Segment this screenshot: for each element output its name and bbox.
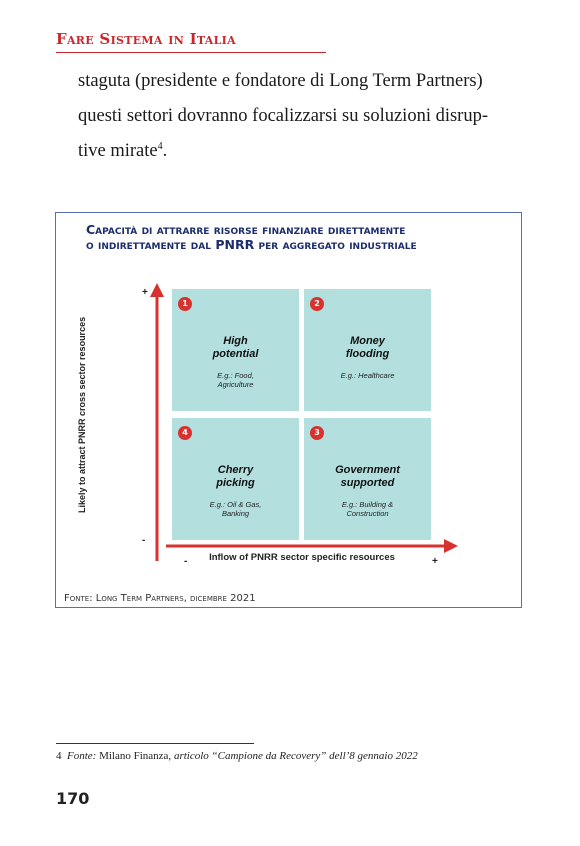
body-paragraph: [78, 64, 526, 169]
quadrant-figure: [55, 212, 522, 608]
quadrant-money-flooding: [304, 289, 431, 411]
quadrant-example-line: Banking: [221, 509, 250, 518]
footnote-reference[interactable]: 4: [157, 140, 163, 152]
y-axis-label: Likely to attract PNRR cross sector resources: [77, 316, 87, 513]
quadrant-title-line: supported: [340, 477, 395, 489]
quadrant-number-badge: 2: [310, 297, 324, 311]
quadrant-example-line: E.g.: Building &: [341, 500, 394, 509]
quadrant-title-line: potential: [212, 348, 259, 360]
axes-svg: [56, 213, 523, 609]
x-axis-arrowhead: [444, 539, 458, 553]
footnote-rule: [56, 743, 254, 744]
figure-title-line: o indirettamente dal PNRR per aggregato industriale: [86, 237, 417, 252]
quadrant-example-line: Agriculture: [217, 380, 254, 389]
quadrant-example: [304, 500, 431, 518]
quadrant-cherry-picking: [172, 418, 299, 540]
quadrant-title-line: Money: [350, 335, 385, 347]
quadrant-title-line: Government: [335, 464, 400, 476]
figure-source: Fonte: Long Term Partners, dicembre 2021: [64, 593, 256, 604]
body-line: questi settori dovranno focalizzarsi su soluzioni disrup-: [78, 106, 488, 126]
quadrant-number-badge: 3: [310, 426, 324, 440]
x-axis-plus: +: [432, 556, 438, 567]
quadrant-title: [172, 335, 299, 361]
running-head: Fare Sistema in Italia: [56, 30, 236, 48]
footnote-text: articolo “Campione da Recovery” dell’8 gennaio 2022: [173, 750, 418, 762]
quadrant-title: [304, 335, 431, 361]
quadrant-title: [304, 464, 431, 490]
footnote-label: Fonte:: [67, 750, 97, 762]
quadrant-example: [304, 371, 431, 380]
x-axis-label: Inflow of PNRR sector specific resources: [209, 552, 395, 563]
quadrant-title-line: Cherry: [217, 464, 254, 476]
quadrant-number-badge: 1: [178, 297, 192, 311]
quadrant-title-line: High: [223, 335, 248, 347]
quadrant-government-supported: [304, 418, 431, 540]
quadrant-example-line: Construction: [346, 509, 389, 518]
header-rule: [56, 52, 326, 53]
footnote: [56, 750, 418, 762]
quadrant-example-line: E.g.: Food,: [217, 371, 254, 380]
quadrant-example-line: E.g.: Oil & Gas,: [209, 500, 262, 509]
quadrant-high-potential: [172, 289, 299, 411]
x-axis-minus: -: [184, 556, 188, 567]
y-axis-plus: +: [142, 287, 148, 298]
footnote-number: 4: [56, 750, 62, 762]
page-number: 170: [56, 789, 90, 808]
y-axis-minus: -: [142, 535, 146, 546]
quadrant-title-line: flooding: [345, 348, 390, 360]
quadrant-title: [172, 464, 299, 490]
body-line: [78, 134, 526, 169]
y-axis-arrowhead: [150, 283, 164, 297]
body-line-end: .: [162, 141, 168, 161]
quadrant-example: [172, 371, 299, 389]
quadrant-example: [172, 500, 299, 518]
quadrant-title-line: picking: [216, 477, 255, 489]
quadrant-number-badge: 4: [178, 426, 192, 440]
body-line: staguta (presidente e fondatore di Long Term Partners): [78, 71, 483, 91]
quadrant-example-line: E.g.: Healthcare: [340, 371, 395, 380]
body-line-text: tive mirate: [78, 141, 158, 161]
footnote-source: Milano Finanza,: [99, 750, 172, 762]
figure-title-line: Capacità di attrarre risorse finanziare direttamente: [86, 222, 406, 237]
